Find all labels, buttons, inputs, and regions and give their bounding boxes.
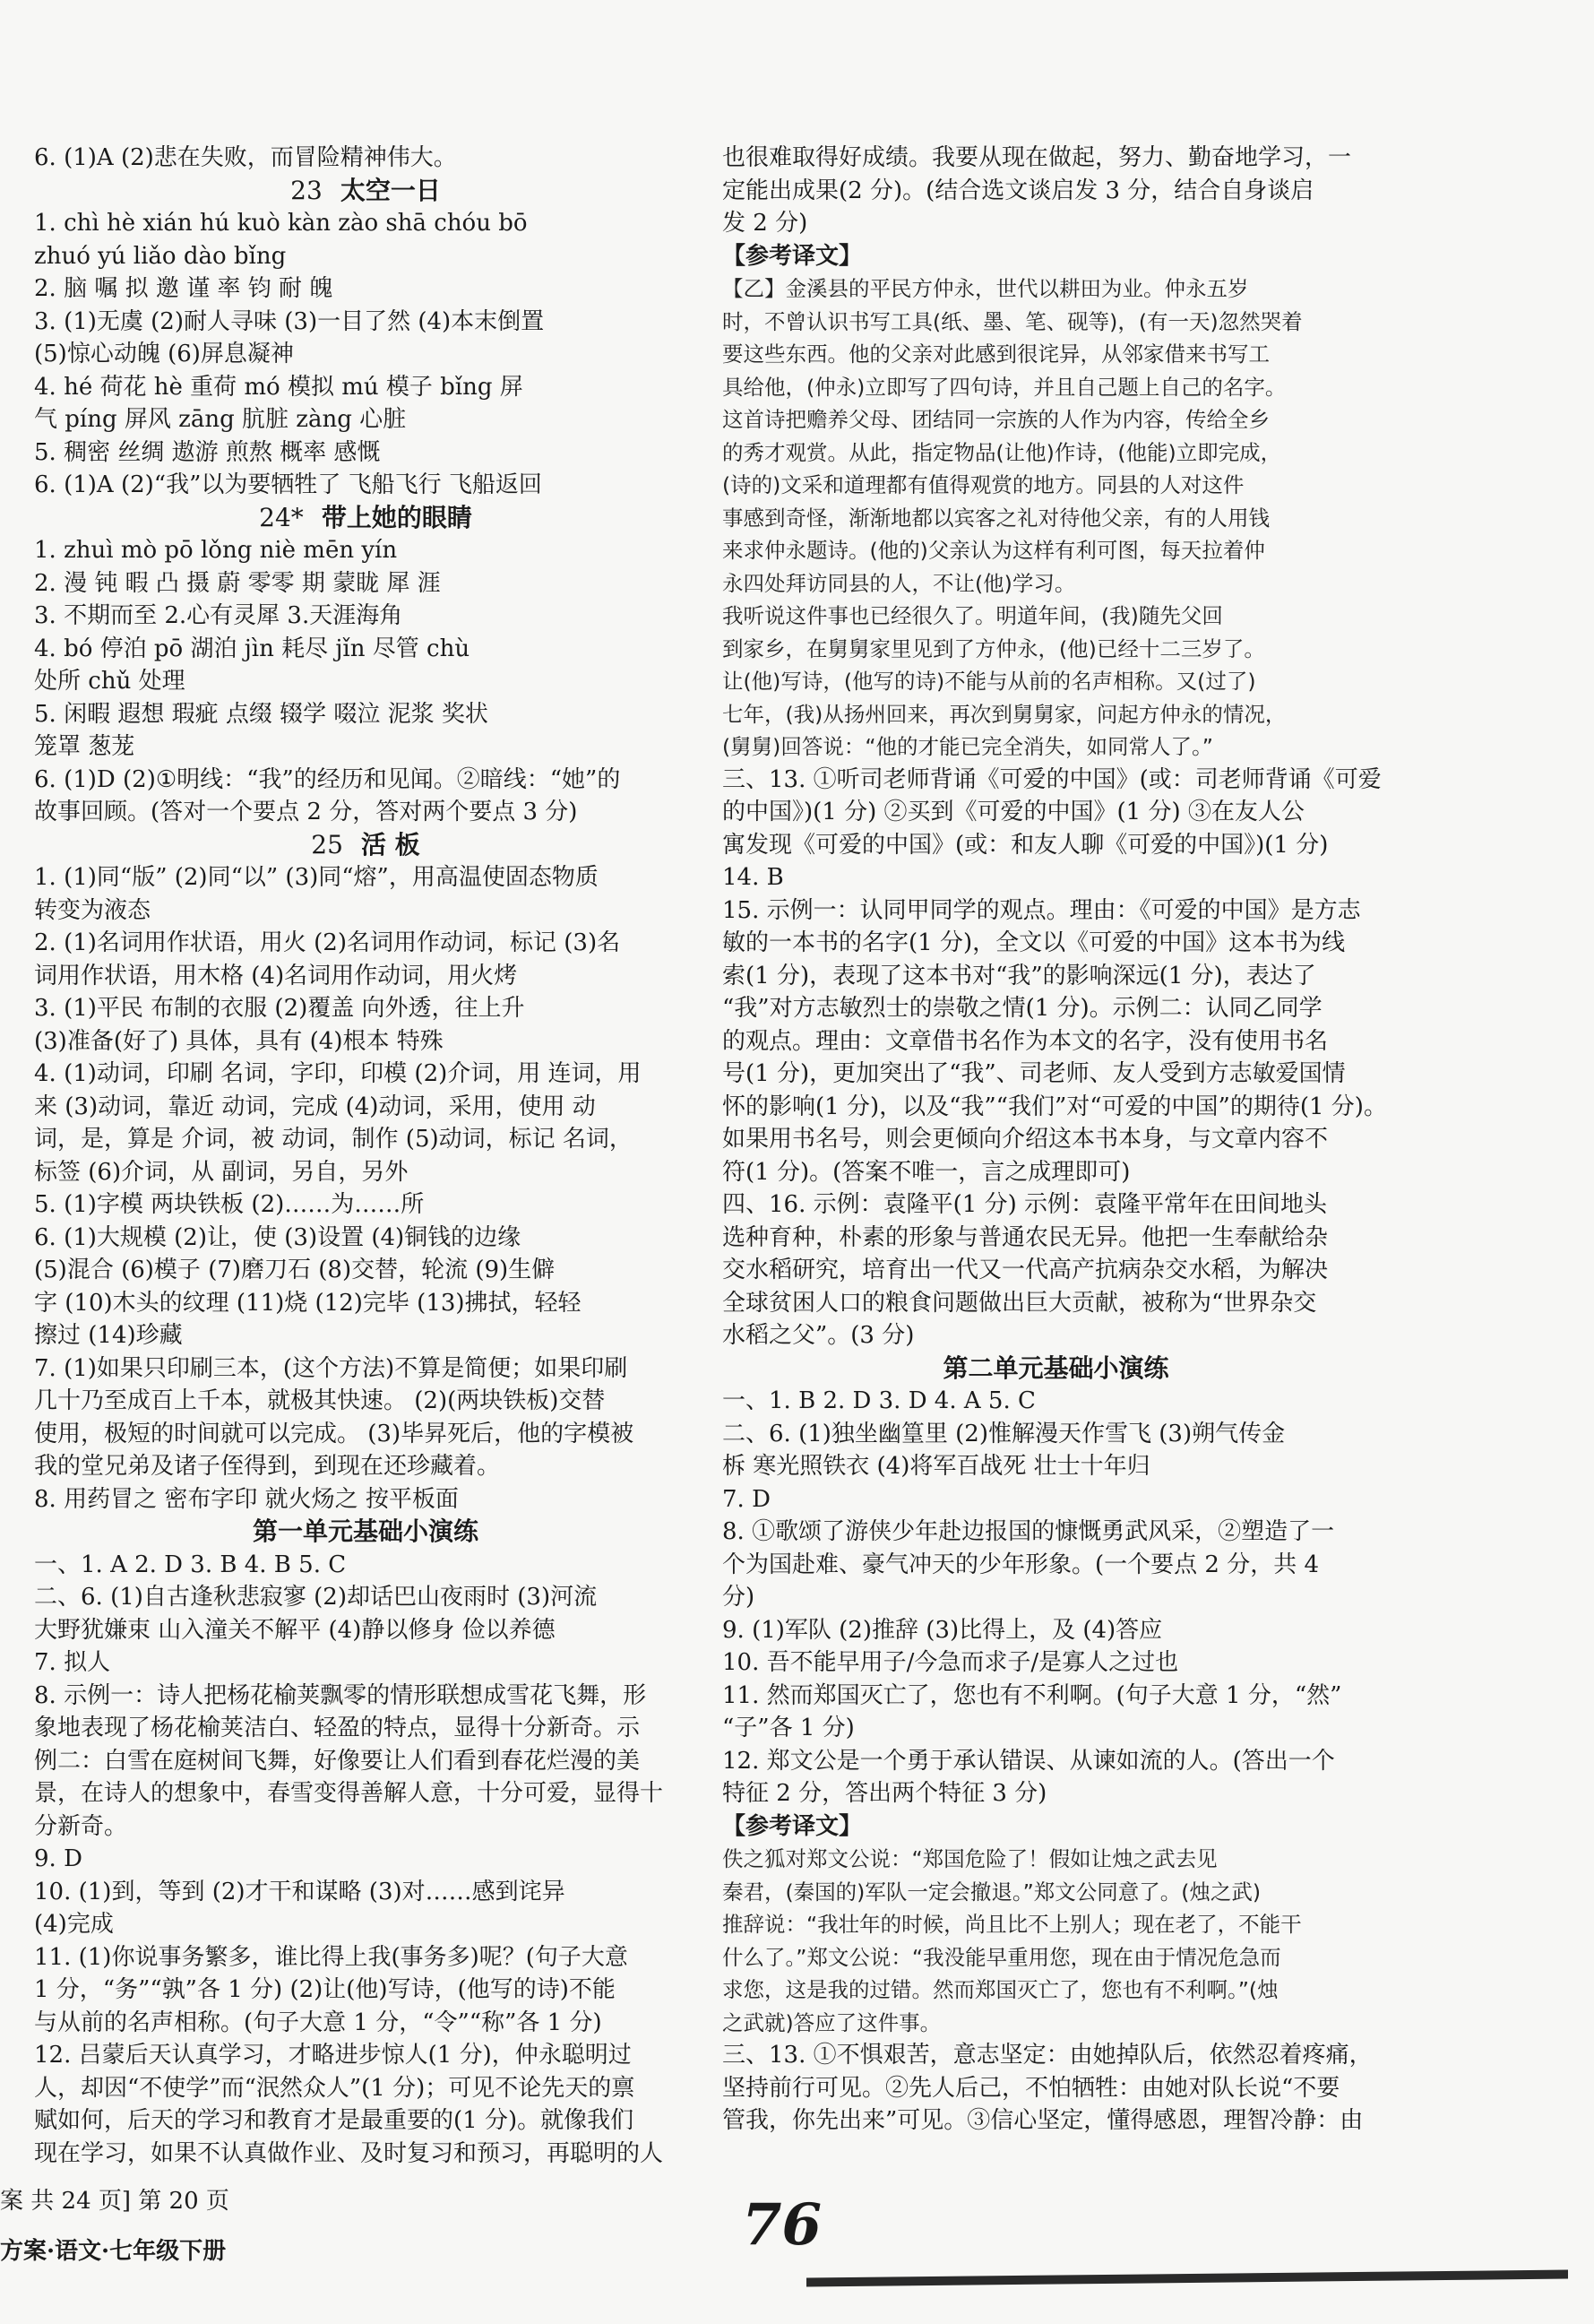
page-footer: [0, 2182, 1594, 2324]
answer-line: 几十乃至成百上千本，就极其快速。 (2)(两块铁板)交替: [34, 1387, 606, 1414]
answer-line: 8. 示例一：诗人把杨花榆荚飘零的情形联想成雪花飞舞，形: [34, 1681, 647, 1709]
translation-line: 事感到奇怪，渐渐地都以宾客之礼对待他父亲，有的人用钱: [722, 505, 1270, 531]
footer-rule: [806, 2270, 1568, 2287]
answer-line: 号(1 分)，更加突出了“我”、司老师、友人受到方志敏爱国情: [722, 1060, 1346, 1087]
answer-line: 12. 吕蒙后天认真学习，才略进步惊人(1 分)，仲永聪明过: [34, 2042, 632, 2069]
translation-line: 【乙】金溪县的平民方仲永，世代以耕田为业。仲永五岁: [722, 276, 1249, 301]
translation-line: 让(他)写诗，(他写的诗)不能与从前的名声相称。又(过了): [722, 669, 1256, 694]
page-number: 76: [742, 2191, 823, 2259]
answer-line: 索(1 分)，表现了这本书对“我”的影响深远(1 分)，表达了: [722, 962, 1316, 989]
answer-line: 坚持前行可见。②先人后己，不怕牺牲：由她对队长说“不要: [722, 2074, 1340, 2102]
answer-line: 大野犹嫌束 山入潼关不解平 (4)静以修身 俭以养德: [34, 1616, 556, 1644]
answer-line: 来 (3)动词，靠近 动词，完成 (4)动词，采用，使用 动: [34, 1093, 596, 1120]
answer-line: 3. (1)平民 布制的衣服 (2)覆盖 向外透，往上升: [34, 995, 525, 1022]
answer-line: 人，却因“不使学”而“泯然众人”(1 分)；可见不论先天的禀: [34, 2074, 635, 2102]
answer-line: 怀的影响(1 分)，以及“我”“我们”对“可爱的中国”的期待(1 分)。: [722, 1093, 1387, 1120]
answer-line: 全球贫困人口的粮食问题做出巨大贡献，被称为“世界杂交: [722, 1289, 1317, 1317]
answer-line: 的中国》)(1 分) ②买到《可爱的中国》(1 分) ③在友人公: [722, 799, 1305, 825]
answer-line: 使用，极短的时间就可以完成。 (3)毕昇死后，他的字模被: [34, 1420, 634, 1447]
answer-line: 故事回顾。(答对一个要点 2 分，答对两个要点 3 分): [34, 799, 578, 825]
reference-translation-heading: 【参考译文】: [722, 1812, 863, 1840]
answer-line: 1. (1)同“版” (2)同“以” (3)同“熔”，用高温使固态物质: [34, 864, 599, 891]
answer-line: 10. 吾不能早用子/今急而求子/是寡人之过也: [722, 1649, 1179, 1676]
answer-line: 管我，你先出来”可见。③信心坚定，懂得感恩，理智冷静：由: [722, 2107, 1364, 2134]
answer-line: 5. 稠密 丝绸 遨游 煎熬 概率 感慨: [34, 438, 381, 466]
answer-line: 2. (1)名词用作状语，用火 (2)名词用作动词，标记 (3)名: [34, 929, 621, 956]
section-title-text: 带上她的眼睛: [321, 502, 472, 532]
answer-line: 个为国赴难、豪气冲天的少年形象。(一个要点 2 分，共 4: [722, 1551, 1320, 1578]
answer-line: 3. (1)无虞 (2)耐人寻味 (3)一目了然 (4)本末倒置: [34, 307, 545, 335]
answer-line: 字 (10)木头的纹理 (11)烧 (12)完毕 (13)拂拭，轻轻: [34, 1289, 582, 1317]
answer-line: 敏的一本书的名字(1 分)，全文以《可爱的中国》这本书为线: [722, 929, 1346, 956]
answer-line: 2. 漫 钝 暇 凸 摄 蔚 零零 期 蒙眬 犀 涯: [34, 569, 441, 597]
answer-line: 一、1. B 2. D 3. D 4. A 5. C: [722, 1387, 1036, 1414]
section-title: [722, 1352, 1390, 1386]
translation-line: 求您，这是我的过错。然而郑国灭亡了，您也有不利啊。”(烛: [722, 1977, 1279, 2002]
answer-line: 6. (1)A (2)悲在失败，而冒险精神伟大。: [34, 144, 457, 171]
translation-line: 这首诗把赡养父母、团结同一宗族的人作为内容，传给全乡: [722, 407, 1270, 432]
answer-line: 寓发现《可爱的中国》(或：和友人聊《可爱的中国》)(1 分): [722, 831, 1329, 859]
translation-line: 推辞说：“我壮年的时候，尚且比不上别人；现在老了，不能干: [722, 1912, 1302, 1937]
answer-line: 现在学习，如果不认真做作业、及时复习和预习，再聪明的人: [34, 2139, 664, 2167]
answer-line: 笼罩 葱茏: [34, 733, 135, 760]
answer-line: 词，是，算是 介词，被 动词，制作 (5)动词，标记 名词，: [34, 1126, 633, 1153]
answer-line: 14. B: [722, 864, 784, 891]
answer-line: 符(1 分)。(答案不唯一，言之成理即可): [722, 1158, 1131, 1186]
answer-line: “子”各 1 分): [722, 1715, 855, 1741]
section-title-text: 第一单元基础小演练: [252, 1516, 478, 1546]
answer-line: (5)混合 (6)模子 (7)磨刀石 (8)交替，轮流 (9)生僻: [34, 1257, 556, 1283]
answer-line: 转变为液态: [34, 896, 151, 924]
answer-line: 例二：白雪在庭树间飞舞，好像要让人们看到春花烂漫的美: [34, 1747, 641, 1775]
translation-line: (舅舅)回答说：“他的才能已完全消失，如同常人了。”: [722, 734, 1213, 759]
answer-line: 标签 (6)介词，从 副词，另自，另外: [34, 1158, 409, 1186]
answer-line: 4. bó 停泊 pō 湖泊 jìn 耗尽 jǐn 尽管 chù: [34, 635, 470, 662]
answer-line: 三、13. ①不惧艰苦，意志坚定：由她掉队后，依然忍着疼痛，: [722, 2042, 1373, 2069]
section-number: 25: [311, 829, 343, 860]
answer-line: 1 分，“务”“孰”各 1 分) (2)让(他)写诗，(他写的诗)不能: [34, 1976, 616, 2003]
answer-line: 9. (1)军队 (2)推辞 (3)比得上，及 (4)答应: [722, 1616, 1163, 1644]
page-info: 案 共 24 页] 第 20 页: [0, 2188, 229, 2215]
answer-line: 一、1. A 2. D 3. B 4. B 5. C: [34, 1551, 347, 1578]
answer-line: 2. 脑 嘱 拟 邀 谨 率 钧 耐 魄: [34, 275, 333, 302]
answer-line: 气 píng 屏风 zāng 肮脏 zàng 心脏: [34, 406, 407, 433]
section-title: [34, 502, 697, 535]
section-title: [34, 829, 697, 862]
answer-line: 4. (1)动词，印刷 名词，字印，印模 (2)介词，用 连词，用: [34, 1060, 642, 1087]
translation-line: 来求仲永题诗。(他的)父亲认为这样有利可图，每天拉着仲: [722, 538, 1265, 563]
answer-line: 7. D: [722, 1485, 771, 1513]
answer-line: 选种育种，朴素的形象与普通农民无异。他把一生奉献给杂: [722, 1223, 1329, 1251]
answer-line: 特征 2 分，答出两个特征 3 分): [722, 1780, 1047, 1807]
answer-line: 12. 郑文公是一个勇于承认错误、从谏如流的人。(答出一个: [722, 1747, 1335, 1775]
translation-line: 我听说这件事也已经很久了。明道年间，(我)随先父回: [722, 603, 1223, 628]
answer-line: 发 2 分): [722, 210, 808, 237]
translation-line: 之武就)答应了这件事。: [722, 2009, 942, 2035]
answer-line: (5)惊心动魄 (6)屏息凝神: [34, 341, 294, 367]
section-title-text: 太空一日: [340, 175, 441, 205]
answer-line: 也很难取得好成绩。我要从现在做起，努力、勤奋地学习，一: [722, 144, 1352, 171]
answer-line: 1. zhuì mò pō lǒng niè mēn yín: [34, 537, 398, 564]
answer-line: 与从前的名声相称。(句子大意 1 分，“令”“称”各 1 分): [34, 2009, 602, 2036]
translation-line: 具给他，(仲永)立即写了四句诗，并且自己题上自己的名字。: [722, 374, 1287, 400]
answer-line: 二、6. (1)自古逢秋悲寂寥 (2)却话巴山夜雨时 (3)河流: [34, 1584, 598, 1611]
answer-line: 水稻之父”。(3 分): [722, 1322, 915, 1349]
section-number: 23: [290, 175, 323, 205]
section-title: [34, 1516, 697, 1549]
answer-line: 处所 chǔ 处理: [34, 668, 185, 695]
answer-line: 象地表现了杨花榆荚洁白、轻盈的特点，显得十分新奇。示: [34, 1715, 641, 1741]
answer-line: 10. (1)到，等到 (2)才干和谋略 (3)对……感到诧异: [34, 1878, 565, 1905]
translation-line: 的秀才观赏。从此，指定物品(让他)作诗，(他能)立即完成，: [722, 439, 1282, 465]
translation-line: 什么了。”郑文公说：“我没能早重用您，现在由于情况危急而: [722, 1944, 1281, 1970]
translation-line: 秦君，(秦国的)军队一定会撤退。”郑文公同意了。(烛之武): [722, 1879, 1262, 1905]
answer-line: 分): [722, 1584, 755, 1611]
book-series-title: 方案·语文·七年级下册: [0, 2238, 227, 2265]
section-number: 24*: [259, 502, 304, 532]
answer-line: 8. ①歌颂了游侠少年赴边报国的慷慨勇武风采，②塑造了一: [722, 1518, 1335, 1545]
answer-line: “我”对方志敏烈士的崇敬之情(1 分)。示例二：认同乙同学: [722, 995, 1323, 1022]
translation-line: 要这些东西。他的父亲对此感到很诧异，从邻家借来书写工: [722, 341, 1270, 367]
answer-line: (3)准备(好了) 具体，具有 (4)根本 特殊: [34, 1027, 444, 1055]
answer-line: 赋如何，后天的学习和教育才是最重要的(1 分)。就像我们: [34, 2107, 634, 2134]
answer-line: 5. (1)字模 两块铁板 (2)……为……所: [34, 1191, 425, 1218]
answer-line: 7. 拟人: [34, 1649, 111, 1676]
answer-line: 擦过 (14)珍藏: [34, 1322, 183, 1349]
translation-line: 永四处拜访同县的人，不让(他)学习。: [722, 570, 1076, 596]
answer-line: 景，在诗人的想象中，春雪变得善解人意，十分可爱，显得十: [34, 1780, 664, 1807]
answer-line: 5. 闲暇 遐想 瑕疵 点缀 辍学 啜泣 泥浆 奖状: [34, 700, 488, 728]
translation-line: 七年，(我)从扬州回来，再次到舅舅家，问起方仲永的情况，: [722, 701, 1287, 727]
answer-line: 6. (1)A (2)“我”以为要牺牲了 飞船飞行 飞船返回: [34, 471, 542, 498]
answer-line: 分新奇。: [34, 1812, 128, 1840]
answer-line: 如果用书名号，则会更倾向介绍这本书本身，与文章内容不: [722, 1126, 1329, 1153]
translation-line: 佚之狐对郑文公说：“郑国危险了！假如让烛之武去见: [722, 1846, 1218, 1871]
answer-line: 的观点。理由：文章借书名作为本文的名字，没有使用书名: [722, 1027, 1329, 1055]
section-title-text: 活 板: [360, 829, 420, 860]
answer-line: 词用作状语，用木格 (4)名词用作动词，用火烤: [34, 962, 518, 989]
answer-line: 9. D: [34, 1845, 82, 1872]
section-title-text: 第二单元基础小演练: [943, 1352, 1169, 1383]
answer-line: zhuó yú liǎo dào bǐng: [34, 242, 287, 270]
answer-line: 二、6. (1)独坐幽篁里 (2)惟解漫天作雪飞 (3)朔气传金: [722, 1420, 1286, 1447]
answer-line: 6. (1)D (2)①明线：“我”的经历和见闻。②暗线：“她”的: [34, 765, 621, 793]
answer-line: 四、16. 示例：袁隆平(1 分) 示例：袁隆平常年在田间地头: [722, 1191, 1327, 1218]
answer-line: (4)完成: [34, 1911, 114, 1938]
translation-line: 时，不曾认识书写工具(纸、墨、笔、砚等)，(有一天)忽然哭着: [722, 308, 1303, 334]
answer-line: 15. 示例一：认同甲同学的观点。理由：《可爱的中国》是方志: [722, 896, 1361, 924]
translation-line: (诗的)文采和道理都有值得观赏的地方。同县的人对这件: [722, 472, 1245, 497]
answer-line: 定能出成果(2 分)。(结合选文谈启发 3 分，结合自身谈启: [722, 177, 1314, 204]
answer-line: 3. 不期而至 2.心有灵犀 3.天涯海角: [34, 602, 403, 629]
reference-translation-heading: 【参考译文】: [722, 242, 863, 270]
translation-line: 到家乡，在舅舅家里见到了方仲永，(他)已经十二三岁了。: [722, 635, 1265, 661]
answer-line: 三、13. ①听司老师背诵《可爱的中国》(或：司老师背诵《可爱: [722, 765, 1382, 793]
answer-line: 8. 用药冒之 密布字印 就火炀之 按平板面: [34, 1485, 459, 1513]
answer-line: 11. 然而郑国灭亡了，您也有不利啊。(句子大意 1 分，“然”: [722, 1681, 1342, 1709]
answer-line: 1. chì hè xián hú kuò kàn zào shā chóu bō: [34, 210, 528, 237]
answer-line: 交水稻研究，培育出一代又一代高产抗病杂交水稻，为解决: [722, 1257, 1329, 1283]
section-title: [34, 175, 697, 208]
left-column: [34, 142, 697, 2170]
answer-line: 4. hé 荷花 hè 重荷 mó 模拟 mú 模子 bǐng 屏: [34, 373, 523, 401]
answer-line: 6. (1)大规模 (2)让，使 (3)设置 (4)铜钱的边缘: [34, 1223, 521, 1251]
answer-line: 柝 寒光照铁衣 (4)将军百战死 壮士十年归: [722, 1453, 1150, 1480]
answer-line: 11. (1)你说事务繁多，谁比得上我(事务多)呢？(句子大意: [34, 1943, 628, 1971]
right-column: [722, 142, 1390, 2138]
answer-line: 我的堂兄弟及诸子侄得到，到现在还珍藏着。: [34, 1453, 501, 1480]
answer-line: 7. (1)如果只印刷三本，(这个方法)不算是简便；如果印刷: [34, 1354, 628, 1382]
